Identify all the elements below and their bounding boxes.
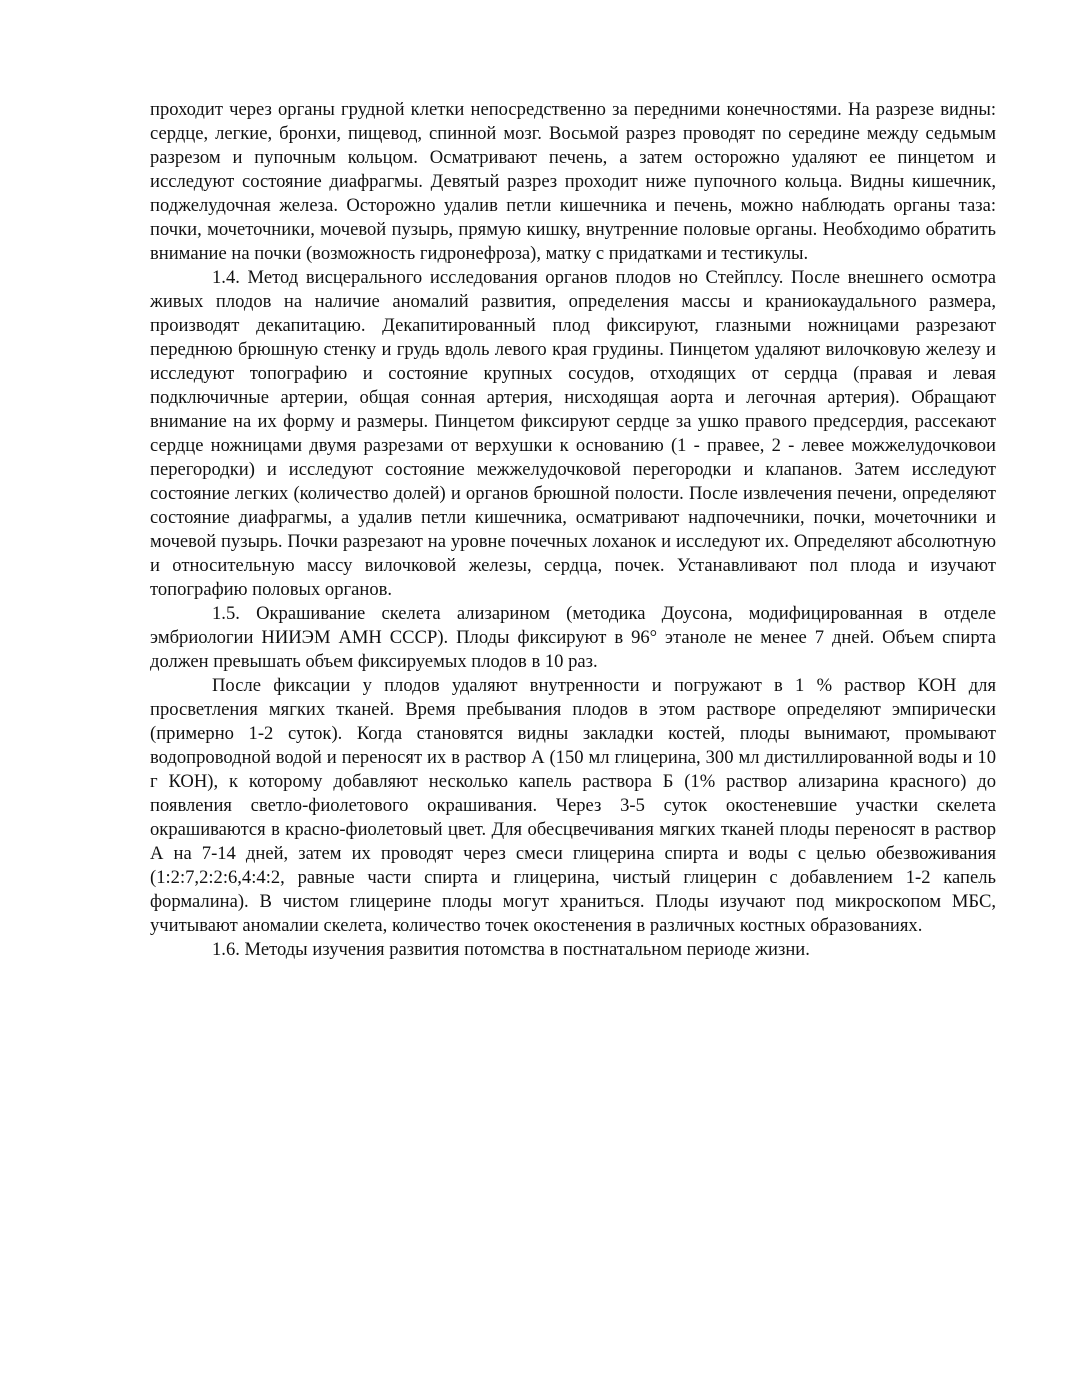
- paragraph-section-1-6: 1.6. Методы изучения развития потомства в постнатальном периоде жизни.: [212, 939, 810, 960]
- document-body: [150, 98, 996, 962]
- paragraph-continuation: проходит через органы грудной клетки непосредственно за передними конечностями. На разрезе видны: сердце, легкие, бронхи, пищевод, спинной мозг. Восьмой разрез проводят по середине между седьмым разрезом и пупочным кольцом. Осматривают печень, а затем осторожно удаляют ее пинцетом и исследуют состояние диафрагмы. Девятый разрез проходит ниже пупочного кольца. Видны кишечник, поджелудочная железа. Осторожно удалив петли кишечника и печень, можно наблюдать органы таза: почки, мочеточники, мочевой пузырь, прямую кишку, внутренние половые органы. Необходимо обратить внимание на почки (возможность гидронефроза), матку с придатками и тестикулы.: [150, 99, 996, 264]
- paragraph-fixation-procedure: После фиксации у плодов удаляют внутренности и погружают в 1 % раствор КОН для просветления мягких тканей. Время пребывания плодов в этом растворе определяют эмпирически (примерно 1-2 суток). Когда становятся видны закладки костей, плоды вынимают, промывают водопроводной водой и переносят их в раствор А (150 мл глицерина, 300 мл дистиллированной воды и 10 г КОН), к которому добавляют несколько капель раствора Б (1% раствор ализарина красного) до появления светло-фиолетового окрашивания. Через 3-5 суток окостеневшие участки скелета окрашиваются в красно-фиолетовый цвет. Для обесцвечивания мягких тканей плоды переносят в раствор А на 7-14 дней, затем их проводят через смеси глицерина спирта и воды с целью обезвоживания (1:2:7,2:2:6,4:4:2, равные части спирта и глицерина, чистый глицерин с добавлением 1-2 капель формалина). В чистом глицерине плоды могут храниться. Плоды изучают под микроскопом МБС, учитывают аномалии скелета, количество точек окостенения в различных костных образованиях.: [150, 675, 996, 936]
- paragraph-section-1-5: 1.5. Окрашивание скелета ализарином (методика Доусона, модифицированная в отделе эмбриологии НИИЭМ АМН СССР). Плоды фиксируют в 96° этаноле не менее 7 дней. Объем спирта должен превышать объем фиксируемых плодов в 10 раз.: [150, 603, 996, 672]
- paragraph-section-1-4: 1.4. Метод висцерального исследования органов плодов но Стейплсу. После внешнего осмотра живых плодов на наличие аномалий развития, определения массы и краниокаудального размера, производят декапитацию. Декапитированный плод фиксируют, глазными ножницами разрезают переднюю брюшную стенку и грудь вдоль левого края грудины. Пинцетом удаляют вилочковую железу и исследуют топографию и состояние крупных сосудов, отходящих от сердца (правая и левая подключичные артерии, общая сонная артерия, нисходящая аорта и легочная артерия). Обращают внимание на их форму и размеры. Пинцетом фиксируют сердце за ушко правого предсердия, рассекают сердце ножницами двумя разрезами от верхушки к основанию (1 - правее, 2 - левее можжелудочковои перегородки) и исследуют состояние межжелудочковой перегородки и клапанов. Затем исследуют состояние легких (количество долей) и органов брюшной полости. После извлечения печени, определяют состояние диафрагмы, а удалив петли кишечника, осматривают надпочечники, почки, мочеточники и мочевой пузырь. Почки разрезают на уровне почечных лоханок и исследуют их. Определяют абсолютную и относительную массу вилочковой железы, сердца, почек. Устанавливают пол плода и изучают топографию половых органов.: [150, 267, 996, 600]
